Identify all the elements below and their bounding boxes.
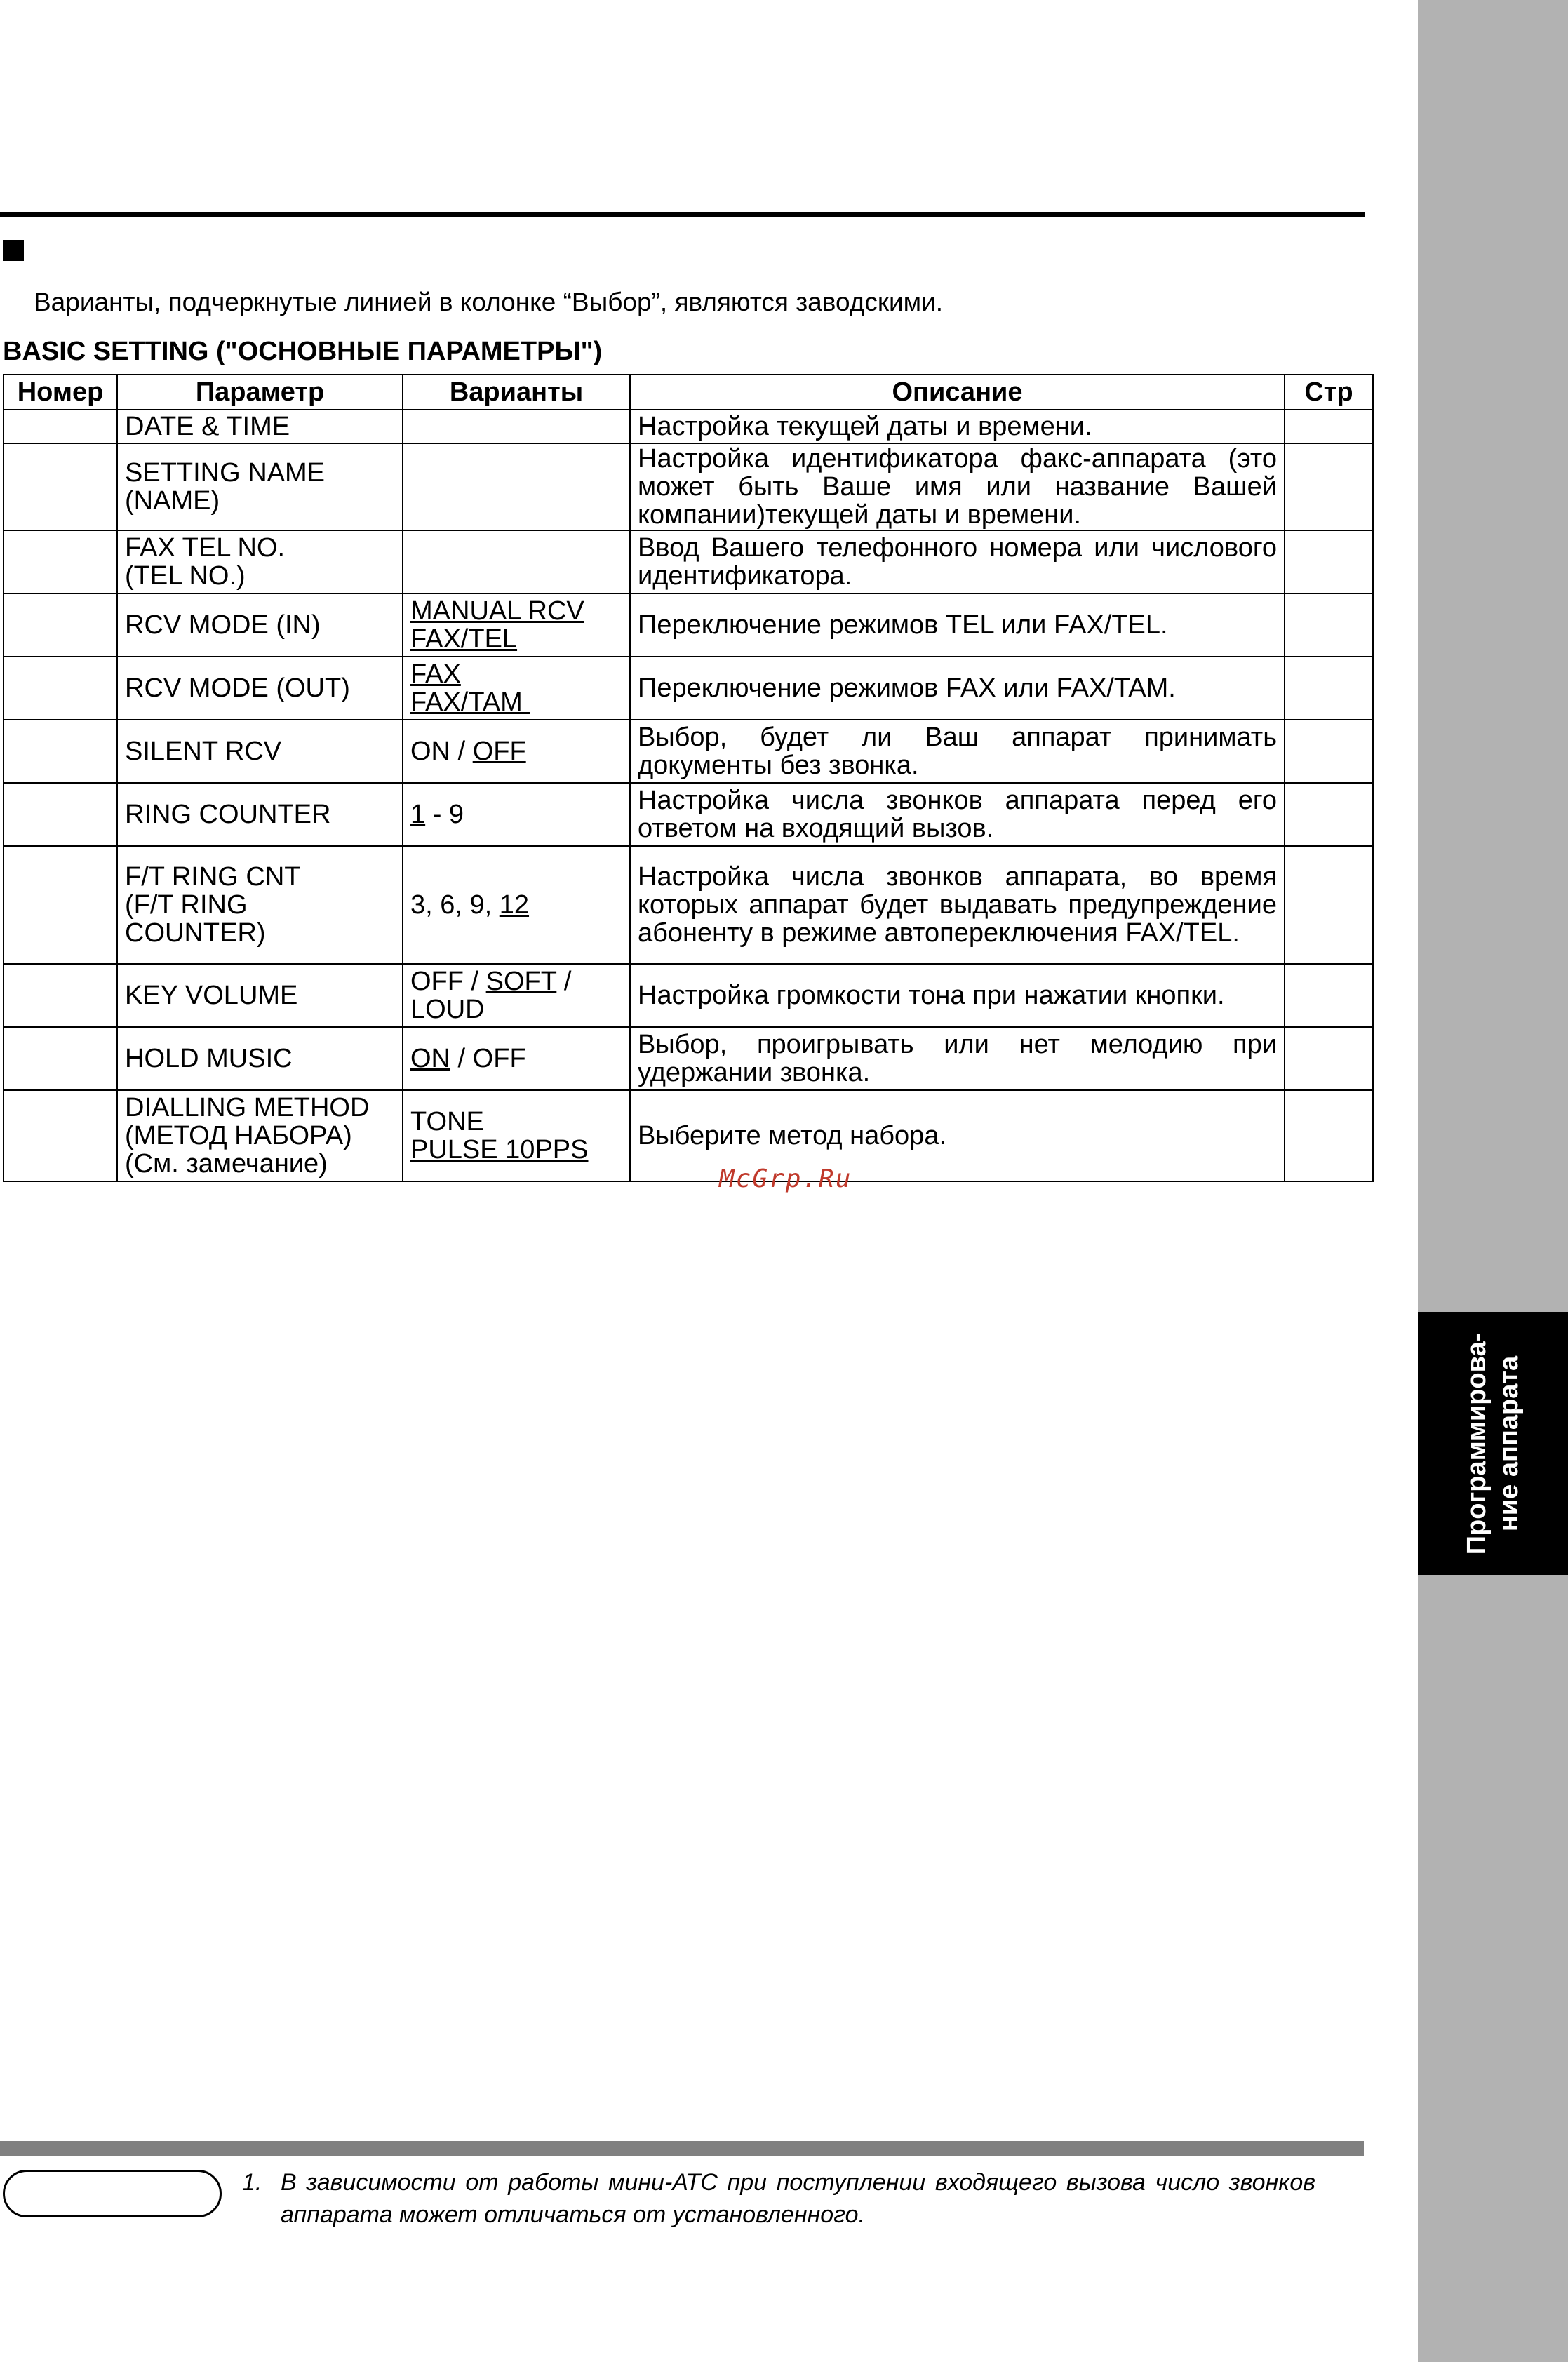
parameter-line: (МЕТОД НАБОРА) <box>125 1121 352 1150</box>
default-option: FAX/TAM <box>410 687 530 717</box>
header-description: Описание <box>630 375 1285 410</box>
cell-parameter <box>117 410 403 443</box>
parameter-line: FAX TEL NO. <box>125 533 286 563</box>
parameter-line: RING COUNTER <box>125 800 331 829</box>
square-bullet-icon <box>3 240 24 261</box>
parameter-line: (NAME) <box>125 486 220 516</box>
default-option: FAX/TEL <box>410 624 518 654</box>
parameter-line: DIALLING METHOD <box>125 1093 370 1122</box>
cell-description: Настройка числа звонков аппарата, во время которых аппарат будет выдавать предупреждение абоненту в режиме автопереключения FAX/TEL. <box>630 846 1285 964</box>
option-text: OFF / <box>410 967 486 996</box>
cell-options <box>403 964 630 1027</box>
table-row <box>4 593 1373 657</box>
cell-options <box>403 720 630 783</box>
option-line <box>410 688 622 716</box>
cell-parameter <box>117 720 403 783</box>
table-row <box>4 846 1373 964</box>
default-option: OFF <box>472 737 526 766</box>
default-option: 12 <box>499 890 530 920</box>
cell-page <box>1285 720 1373 783</box>
option-text: TONE <box>410 1107 484 1136</box>
default-option: PULSE 10PPS <box>410 1135 589 1165</box>
header-number: Номер <box>4 375 117 410</box>
header-page: Стр <box>1285 375 1373 410</box>
option-text: / OFF <box>450 1044 526 1073</box>
top-rule <box>0 212 1365 217</box>
cell-page <box>1285 593 1373 657</box>
default-option: FAX <box>410 659 461 689</box>
table-row <box>4 1027 1373 1090</box>
cell-parameter <box>117 593 403 657</box>
default-option: SOFT <box>485 967 557 996</box>
default-option: 1 <box>410 800 426 829</box>
table-row <box>4 443 1373 530</box>
cell-number <box>4 783 117 846</box>
bottom-rule <box>0 2141 1364 2156</box>
parameter-line: (См. замечание) <box>125 1149 328 1179</box>
cell-description: Настройка текущей даты и времени. <box>630 410 1285 443</box>
option-text: LOUD <box>410 995 485 1024</box>
parameter-line: (F/T RING COUNTER) <box>125 890 266 948</box>
option-text: - 9 <box>425 800 464 829</box>
cell-description: Настройка числа звонков аппарата перед его ответом на входящий вызов. <box>630 783 1285 846</box>
table-body <box>4 410 1373 1181</box>
footnote <box>242 2166 1315 2231</box>
parameters-table <box>3 374 1374 1182</box>
cell-options <box>403 1027 630 1090</box>
default-option: MANUAL RCV <box>410 596 584 626</box>
table-row <box>4 657 1373 720</box>
option-line <box>410 1108 622 1136</box>
table-row <box>4 720 1373 783</box>
cell-description: Ввод Вашего телефонного номера или числового идентификатора. <box>630 530 1285 593</box>
cell-page <box>1285 657 1373 720</box>
parameter-line: HOLD MUSIC <box>125 1044 293 1073</box>
cell-description: Выберите метод набора. <box>630 1090 1285 1181</box>
table-row <box>4 783 1373 846</box>
side-tab-label: Программирова- ние аппарата <box>1462 1332 1524 1555</box>
cell-page <box>1285 1027 1373 1090</box>
option-text: 3, 6, 9, <box>410 890 500 920</box>
cell-page <box>1285 964 1373 1027</box>
parameter-line: F/T RING CNT <box>125 862 301 892</box>
option-line <box>410 625 622 653</box>
cell-number <box>4 593 117 657</box>
table-header-row <box>4 375 1373 410</box>
cell-options <box>403 1090 630 1181</box>
parameter-line: SETTING NAME <box>125 458 326 488</box>
cell-number <box>4 720 117 783</box>
option-line <box>410 800 622 828</box>
cell-page <box>1285 530 1373 593</box>
side-tab <box>1418 1312 1568 1575</box>
note-label-box <box>3 2170 222 2217</box>
cell-parameter <box>117 964 403 1027</box>
cell-parameter <box>117 1090 403 1181</box>
cell-page <box>1285 783 1373 846</box>
cell-description: Настройка громкости тона при нажатии кнопки. <box>630 964 1285 1027</box>
option-line <box>410 995 622 1024</box>
cell-number <box>4 443 117 530</box>
cell-description: Выбор, будет ли Ваш аппарат принимать документы без звонка. <box>630 720 1285 783</box>
cell-page <box>1285 410 1373 443</box>
parameter-line: DATE & TIME <box>125 412 290 441</box>
option-line <box>410 737 622 765</box>
watermark: McGrp.Ru <box>719 1165 852 1193</box>
cell-options <box>403 593 630 657</box>
table-row <box>4 1090 1373 1181</box>
cell-page <box>1285 846 1373 964</box>
option-line <box>410 1136 622 1164</box>
option-text: ON / <box>410 737 473 766</box>
cell-number <box>4 657 117 720</box>
cell-number <box>4 846 117 964</box>
footnote-number: 1. <box>242 2169 262 2196</box>
default-option: ON <box>410 1044 450 1073</box>
cell-options <box>403 846 630 964</box>
option-line <box>410 660 622 688</box>
cell-options <box>403 657 630 720</box>
cell-parameter <box>117 657 403 720</box>
cell-number <box>4 530 117 593</box>
parameter-line: (TEL NO.) <box>125 561 246 591</box>
cell-parameter <box>117 1027 403 1090</box>
option-text: / <box>556 967 572 996</box>
cell-parameter <box>117 443 403 530</box>
table-row <box>4 530 1373 593</box>
cell-number <box>4 1027 117 1090</box>
table-row <box>4 410 1373 443</box>
cell-options <box>403 410 630 443</box>
option-line <box>410 891 622 919</box>
side-bar <box>1418 0 1568 2362</box>
cell-page <box>1285 1090 1373 1181</box>
parameter-line: RCV MODE (IN) <box>125 610 321 640</box>
parameter-line: RCV MODE (OUT) <box>125 673 350 703</box>
cell-number <box>4 1090 117 1181</box>
footnote-text: В зависимости от работы мини-АТС при поступлении входящего вызова число звонков аппарата может отличаться от установленного. <box>281 2169 1315 2228</box>
option-line <box>410 1045 622 1073</box>
intro-text: Варианты, подчеркнутые линией в колонке “Выбор”, являются заводскими. <box>34 288 944 316</box>
cell-description: Переключение режимов TEL или FAX/TEL. <box>630 593 1285 657</box>
header-parameter: Параметр <box>117 375 403 410</box>
section-title: BASIC SETTING ("ОСНОВНЫЕ ПАРАМЕТРЫ") <box>3 337 603 366</box>
cell-parameter <box>117 530 403 593</box>
cell-description: Выбор, проигрывать или нет мелодию при удержании звонка. <box>630 1027 1285 1090</box>
cell-options <box>403 530 630 593</box>
option-line <box>410 597 622 625</box>
cell-parameter <box>117 846 403 964</box>
cell-page <box>1285 443 1373 530</box>
cell-number <box>4 964 117 1027</box>
cell-description: Переключение режимов FAX или FAX/TAM. <box>630 657 1285 720</box>
cell-options <box>403 443 630 530</box>
cell-parameter <box>117 783 403 846</box>
parameter-line: SILENT RCV <box>125 737 282 766</box>
header-options: Варианты <box>403 375 630 410</box>
option-line <box>410 967 622 995</box>
table-row <box>4 964 1373 1027</box>
cell-description: Настройка идентификатора факс-аппарата (это может быть Ваше имя или название Вашей компании)текущей даты и времени. <box>630 443 1285 530</box>
cell-number <box>4 410 117 443</box>
cell-options <box>403 783 630 846</box>
parameter-line: KEY VOLUME <box>125 981 298 1010</box>
